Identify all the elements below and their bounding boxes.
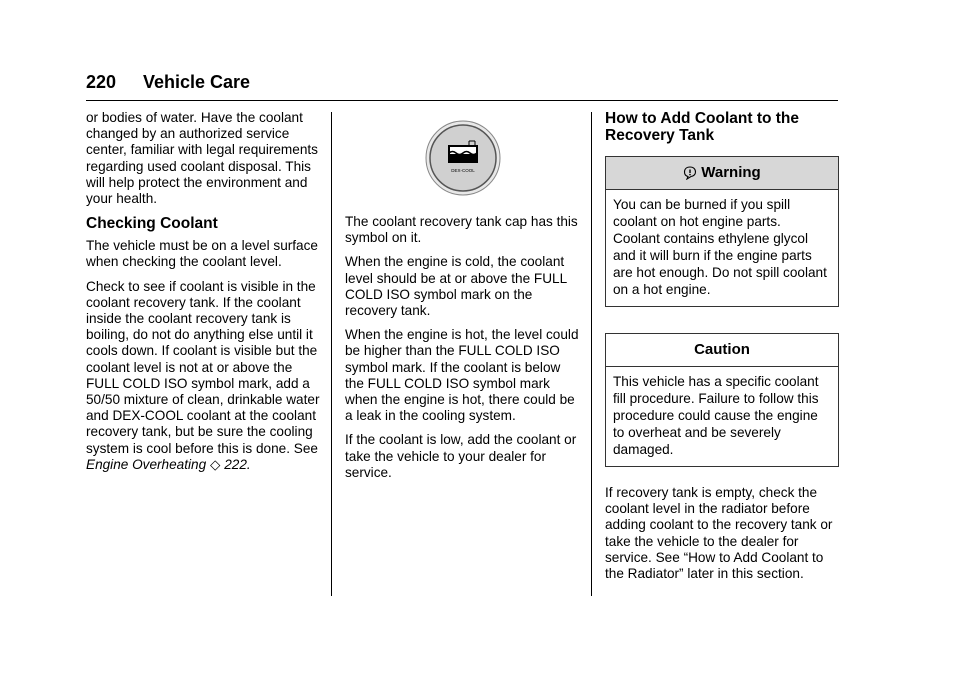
column-2 xyxy=(345,110,581,489)
coolant-level-symbol-icon xyxy=(425,120,501,196)
column-1 xyxy=(86,110,322,481)
caution-header: Caution xyxy=(606,334,838,367)
cross-reference-link[interactable]: Engine Overheating xyxy=(86,456,207,472)
paragraph: If recovery tank is empty, check the coolant level in the radiator before adding coolant to the recovery tank or take the vehicle to the dealer for service. See “How to Add Coolant to the Radiator” later in this section. xyxy=(605,485,833,582)
intro-paragraph: or bodies of water. Have the coolant changed by an authorized service center, familiar with legal requirements regarding used coolant disposal. This will help protect the environment and your health. xyxy=(86,110,318,207)
warning-text: You can be burned if you spill coolant on hot engine parts. Coolant contains ethylene glycol and it will burn if the engine parts are hot enough. Do not spill coolant on a hot engine. xyxy=(613,197,827,297)
warning-title: Warning xyxy=(701,164,761,181)
warning-bubble-icon xyxy=(683,166,697,180)
column-3 xyxy=(605,110,839,590)
paragraph: If the coolant is low, add the coolant or take the vehicle to your dealer for service. xyxy=(345,432,577,480)
section-title: Vehicle Care xyxy=(143,72,251,92)
paragraph: When the engine is hot, the level could be higher than the FULL COLD ISO symbol mark. If the coolant is below the FULL COLD ISO symbol mark when the engine is hot, there could be a leak in the cooling system. xyxy=(345,327,579,424)
page-header xyxy=(86,72,838,101)
page-ref-number: 222. xyxy=(224,456,251,472)
symbol-label: DEX-COOL xyxy=(451,168,475,173)
page-ref-icon: ◇ xyxy=(209,456,221,472)
paragraph-text: Check to see if coolant is visible in the coolant recovery tank. If the coolant inside the coolant recovery tank is boiling, do not do anything else until it cools down. If coolant is visible but the coolant level is not at or above the FULL COLD ISO symbol mark, add a 50/50 mixture of clean, drinkable water and DEX-COOL coolant at the coolant recovery tank, but be sure the cooling system is cool before this is done. See xyxy=(86,278,320,456)
column-divider xyxy=(331,112,332,596)
paragraph xyxy=(86,279,322,473)
paragraph: The vehicle must be on a level surface when checking the coolant level. xyxy=(86,238,318,270)
heading-checking-coolant: Checking Coolant xyxy=(86,215,218,233)
caution-box xyxy=(605,333,839,467)
warning-box xyxy=(605,156,839,307)
warning-header xyxy=(606,157,838,190)
paragraph: When the engine is cold, the coolant level should be at or above the FULL COLD ISO symbol mark on the recovery tank. xyxy=(345,254,567,319)
page-number: 220 xyxy=(86,72,117,92)
heading-add-coolant: How to Add Coolant to the Recovery Tank xyxy=(605,110,799,144)
caution-text: This vehicle has a specific coolant fill procedure. Failure to follow this procedure could cause the engine to overheat and be severely damaged. xyxy=(613,374,819,457)
paragraph: The coolant recovery tank cap has this symbol on it. xyxy=(345,214,578,246)
column-divider xyxy=(591,112,592,596)
